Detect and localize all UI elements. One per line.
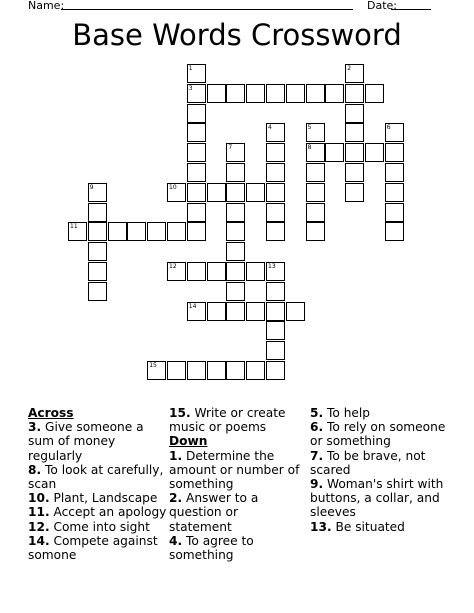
grid-cell[interactable] (345, 143, 364, 162)
grid-cell[interactable] (207, 361, 226, 380)
grid-cell[interactable] (226, 203, 245, 222)
grid-cell[interactable] (385, 143, 404, 162)
grid-cell[interactable] (187, 183, 206, 202)
grid-cell[interactable] (187, 262, 206, 281)
grid-number: 5 (307, 124, 312, 132)
grid-cell[interactable] (226, 262, 245, 281)
grid-cell[interactable] (226, 163, 245, 182)
name-label: Name: (28, 0, 65, 12)
down-clue: 2. Answer to a question or statement (169, 491, 259, 534)
clue-column-2 (169, 406, 301, 562)
grid-number: 6 (386, 124, 391, 132)
grid-number: 4 (268, 124, 272, 132)
grid-number: 9 (89, 183, 94, 191)
grid-cell[interactable] (266, 84, 285, 103)
grid-cell[interactable] (306, 183, 325, 202)
grid-cell[interactable] (207, 302, 226, 321)
grid-cell[interactable] (266, 282, 285, 301)
grid-cell[interactable] (365, 84, 384, 103)
grid-cell[interactable] (226, 222, 245, 241)
page-title: Base Words Crossword (72, 18, 402, 52)
grid-cell[interactable] (226, 282, 245, 301)
grid-number: 15 (149, 362, 157, 369)
grid-number: 12 (169, 263, 177, 270)
across-clue: 3. Give someone a sum of money regularly (28, 420, 144, 463)
grid-cell[interactable] (88, 282, 107, 301)
grid-cell[interactable] (88, 242, 107, 261)
grid-cell[interactable] (306, 84, 325, 103)
grid-cell[interactable] (266, 321, 285, 340)
grid-cell[interactable] (266, 203, 285, 222)
grid-cell[interactable] (246, 84, 265, 103)
grid-cell[interactable] (385, 163, 404, 182)
grid-cell[interactable] (266, 361, 285, 380)
grid-cell[interactable] (187, 222, 206, 241)
grid-cell[interactable] (226, 361, 245, 380)
down-clue: 1. Determine the amount or number of something (169, 448, 300, 492)
grid-cell[interactable] (385, 203, 404, 222)
grid-cell[interactable] (266, 222, 285, 241)
across-heading: Across (28, 406, 74, 420)
grid-cell[interactable] (226, 302, 245, 321)
grid-number: 7 (228, 144, 233, 152)
down-heading: Down (169, 434, 208, 449)
grid-cell[interactable] (345, 84, 364, 103)
grid-cell[interactable] (187, 123, 206, 142)
down-clue: 4. To agree to something (169, 533, 254, 563)
grid-cell[interactable] (325, 84, 344, 103)
date-label: Date: (367, 0, 397, 12)
grid-cell[interactable] (266, 341, 285, 360)
grid-number: 11 (70, 223, 78, 231)
grid-cell[interactable] (108, 222, 127, 241)
grid-cell[interactable] (345, 123, 364, 142)
grid-cell[interactable] (207, 84, 226, 103)
grid-cell[interactable] (306, 163, 325, 182)
grid-cell[interactable] (187, 361, 206, 380)
grid-cell[interactable] (246, 262, 265, 281)
grid-cell[interactable] (266, 302, 285, 321)
grid-cell[interactable] (207, 183, 226, 202)
grid-cell[interactable] (306, 203, 325, 222)
grid-cell[interactable] (345, 104, 364, 123)
grid-cell[interactable] (345, 183, 364, 202)
grid-cell[interactable] (147, 222, 166, 241)
grid-cell[interactable] (226, 242, 245, 261)
grid-cell[interactable] (246, 183, 265, 202)
across-clue: 14. Compete against somone (28, 533, 158, 563)
grid-cell[interactable] (385, 222, 404, 241)
down-clue: 5. To help (310, 406, 371, 420)
grid-number: 2 (347, 65, 352, 72)
grid-cell[interactable] (286, 84, 305, 103)
across-clue: 12. Come into sight (28, 519, 150, 534)
grid-cell[interactable] (325, 143, 344, 162)
grid-cell[interactable] (246, 302, 265, 321)
across-clue: 15. Write or create music or poems (169, 406, 286, 435)
grid-number: 8 (307, 144, 312, 152)
grid-cell[interactable] (167, 361, 186, 380)
grid-cell[interactable] (266, 143, 285, 162)
grid-cell[interactable] (266, 183, 285, 202)
across-clue: 11. Accept an apology (28, 505, 167, 520)
grid-cell[interactable] (187, 143, 206, 162)
grid-cell[interactable] (226, 84, 245, 103)
down-clue: 6. To rely on someone or something (310, 420, 446, 449)
down-clue: 13. Be situated (310, 519, 405, 534)
grid-cell[interactable] (127, 222, 146, 241)
grid-cell[interactable] (88, 222, 107, 241)
down-clue: 7. To be brave, not scared (310, 448, 426, 477)
clue-column-1 (28, 406, 168, 562)
grid-cell[interactable] (385, 183, 404, 202)
down-clue: 9. Woman's shirt with buttons, a collar, and sleeves (310, 477, 444, 520)
across-clue: 10. Plant, Landscape (28, 491, 158, 506)
grid-cell[interactable] (226, 183, 245, 202)
grid-cell[interactable] (187, 203, 206, 222)
grid-cell[interactable] (365, 143, 384, 162)
grid-cell[interactable] (88, 262, 107, 281)
grid-cell[interactable] (286, 302, 305, 321)
grid-number: 3 (188, 84, 193, 92)
grid-number: 13 (268, 263, 276, 270)
grid-cell[interactable] (167, 222, 186, 241)
grid-number: 1 (188, 65, 193, 72)
grid-cell[interactable] (345, 163, 364, 182)
grid-cell[interactable] (266, 163, 285, 182)
grid-cell[interactable] (88, 203, 107, 222)
clue-column-3 (310, 406, 446, 534)
grid-cell[interactable] (187, 163, 206, 182)
grid-cell[interactable] (207, 262, 226, 281)
grid-number: 10 (169, 183, 177, 191)
grid-cell[interactable] (306, 222, 325, 241)
grid-cell[interactable] (187, 104, 206, 123)
grid-cell[interactable] (246, 361, 265, 380)
across-clue: 8. To look at carefully, scan (28, 462, 164, 492)
grid-number: 14 (188, 302, 197, 310)
